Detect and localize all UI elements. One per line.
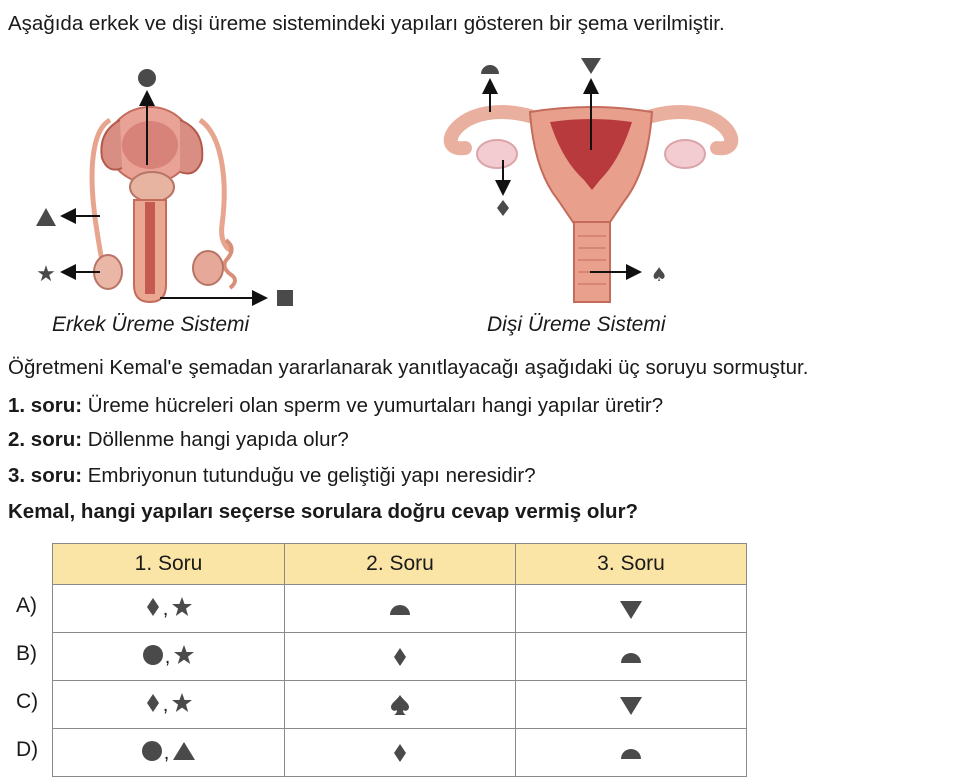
question-2-label: 2. soru:: [8, 428, 83, 451]
question-1-label: 1. soru:: [8, 394, 83, 417]
cell-c3: [516, 633, 747, 681]
half-circle-icon: [388, 598, 412, 620]
star-icon: [171, 692, 193, 714]
header-soru-1: 1. Soru: [53, 544, 285, 585]
male-caption: Erkek Üreme Sistemi: [52, 313, 250, 336]
option-label: D): [16, 738, 39, 761]
separator: ,: [162, 598, 169, 621]
cell-c2: [285, 585, 516, 633]
question-1-text: Üreme hücreleri olan sperm ve yumurtaları hangi yapılar üretir?: [82, 394, 664, 417]
question-2: [8, 428, 349, 452]
header-soru-3: 3. Soru: [516, 544, 747, 585]
question-3: [8, 464, 536, 488]
circle-icon: [138, 69, 156, 87]
cell-c2: [285, 633, 516, 681]
diamond-icon: [144, 596, 162, 618]
question-3-text: Embriyonun tutunduğu ve geliştiği yapı neresidir?: [82, 464, 536, 487]
down-triangle-icon: [581, 58, 601, 74]
question-2-text: Döllenme hangi yapıda olur?: [82, 428, 349, 451]
table-row: [53, 729, 747, 777]
star-icon: ★: [36, 262, 56, 287]
answer-table: [52, 543, 747, 777]
half-circle-icon: [619, 646, 643, 668]
option-label: A): [16, 594, 37, 617]
table-row: [53, 633, 747, 681]
separator: ,: [162, 694, 169, 717]
header-soru-2: 2. Soru: [285, 544, 516, 585]
question-3-label: 3. soru:: [8, 464, 83, 487]
option-label: C): [16, 690, 39, 713]
cell-c3: [516, 729, 747, 777]
table-header-row: [53, 544, 747, 585]
circle-icon: [141, 740, 163, 762]
spade-icon: [389, 694, 411, 716]
star-icon: [171, 596, 193, 618]
ask-text: Kemal, hangi yapıları seçerse sorulara doğru cevap vermiş olur?: [8, 500, 639, 523]
question-intro: Öğretmeni Kemal'e şemadan yararlanarak yanıtlayacağı aşağıdaki üç soruyu sormuştur.: [8, 356, 809, 379]
cell-c1: [53, 633, 285, 681]
cell-c1: [53, 729, 285, 777]
separator: ,: [163, 742, 170, 765]
down-triangle-icon: [619, 598, 643, 620]
intro-text: Aşağıda erkek ve dişi üreme sistemindeki yapıları gösteren bir şema verilmiştir.: [8, 12, 725, 35]
up-triangle-icon: [172, 740, 196, 762]
table-row: [53, 585, 747, 633]
down-triangle-icon: [619, 694, 643, 716]
cell-c1: [53, 681, 285, 729]
cell-c3: [516, 681, 747, 729]
table-row: [53, 681, 747, 729]
female-caption: Dişi Üreme Sistemi: [487, 313, 666, 336]
star-icon: [173, 644, 195, 666]
circle-icon: [142, 644, 164, 666]
cell-c2: [285, 681, 516, 729]
option-label: B): [16, 642, 37, 665]
cell-c2: [285, 729, 516, 777]
diamond-icon: [144, 692, 162, 714]
male-illustration: [36, 69, 293, 306]
separator: ,: [164, 646, 171, 669]
diamond-icon: [391, 742, 409, 764]
half-circle-icon: [481, 65, 499, 74]
cell-c1: [53, 585, 285, 633]
spade-icon: ♠: [650, 264, 668, 286]
question-1: [8, 394, 663, 418]
diamond-icon: [391, 646, 409, 668]
cell-c3: [516, 585, 747, 633]
diamond-icon: [497, 200, 509, 216]
female-illustration: [451, 58, 732, 302]
up-triangle-icon: [36, 208, 56, 226]
reproductive-diagram: [0, 50, 966, 320]
square-icon: [277, 290, 293, 306]
half-circle-icon: [619, 742, 643, 764]
